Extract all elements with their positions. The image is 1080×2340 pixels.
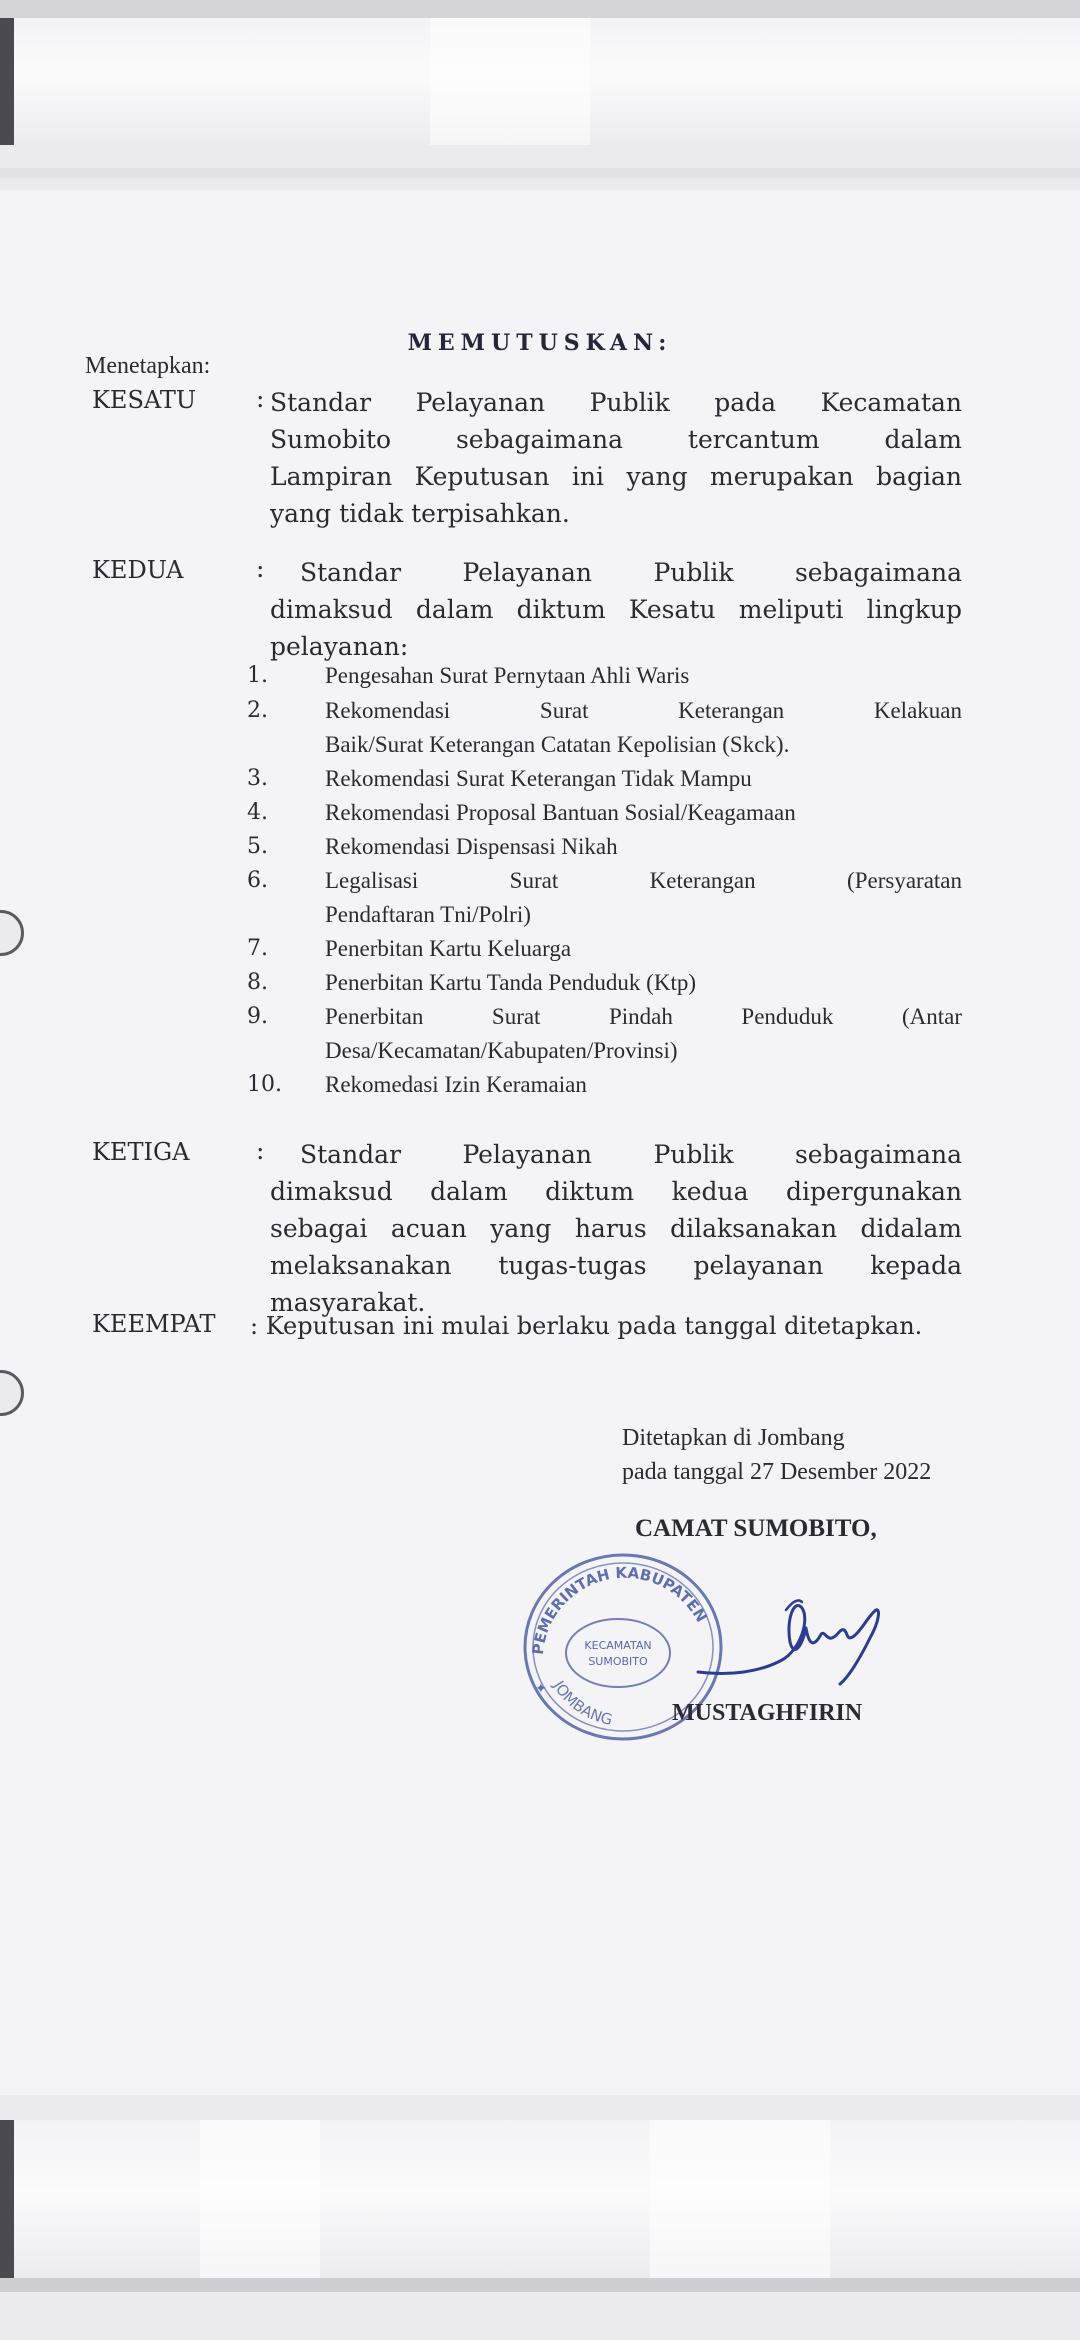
stamp-inner-line1: KECAMATAN [584,1639,652,1652]
signature-place: Ditetapkan di Jombang [622,1425,845,1451]
punch-hole [0,1370,24,1416]
stamp-outer-text: PEMERINTAH KABUPATEN [528,1563,711,1656]
ketiga-colon: : [256,1136,265,1165]
next-page-fold [0,2120,1080,2292]
page-sheen [430,18,590,145]
ketiga-first-line: Standar Pelayanan Publik sebagaimana [300,1140,962,1169]
kedua-intro-line: Standar Pelayanan Publik sebagaimana [300,558,962,587]
kedua-label: KEDUA [92,556,184,584]
stamp-inner-line2: SUMOBITO [588,1655,648,1668]
stamp-bottom-text: JOMBANG [549,1677,615,1729]
document-title: MEMUTUSKAN: [407,330,673,356]
svg-text:✦: ✦ [535,1681,547,1697]
ketiga-label: KETIGA [92,1138,190,1166]
page-edge [0,18,14,145]
previous-page-fold [0,0,1080,145]
keempat-text: : Keputusan ini mulai berlaku pada tanggal ditetapkan. [250,1312,923,1340]
kedua-colon: : [256,554,265,583]
page-gap-divider [0,168,1080,178]
document-page: MEMUTUSKAN: Menetapkan: KESATU : Standar Pelayanan Publik pada Kecamatan Sumobito sebagaimana tercantum dalam Lampiran Keputusan ini yang merupakan bagian yang tidak terpisahkan. KEDUA : Standar Pelayanan Publik sebagaimana dimaksud dalam diktum Kesatu meliputi lingkup pelayanan: 1. Pengesahan Surat Pernytaan Ahli Waris 2. Rekomendasi Surat Keterangan Kelakuan Baik/Surat Keterangan Catatan Kepolisian (Skck). 3. Rekomendasi Surat Keterangan Tidak Mampu 4. Rekomendasi Proposal Bantuan Sosial/Keagamaan 5. Rekomendasi Dispensasi Nikah 6. Legalisasi Surat Keterangan (Persyaratan Pendaftaran Tni/Polri) 7. Penerbitan Kartu Keluarga 8. Penerbitan Kartu Tanda Penduduk (Ktp) 9. Penerbitan Surat Pindah Penduduk (Antar Desa/Kecamatan/Kabupaten/Provinsi) 10. Rekomedasi Izin Keramaian KETIGA : Standar Pelayanan Publik sebagaimana dimaksud dalam diktum kedua dipergunakan sebagai acuan yang harus dilaksanakan didalam melaksanakan tugas-tugas pelayanan kepada masyarakat. KEEMPAT : Keputusan ini mulai berlaku pada tanggal ditetapkan. Ditetapkan di Jombang pada tanggal 27 Desember 2022 PEMERINTAH KABUPATEN KECAMATAN SUMOBITO JOMBANG ✦ CAMAT SUMOBITO, MUSTAGHFIRIN [0,190,1080,2095]
punch-hole [0,910,24,956]
signature-position: CAMAT SUMOBITO, [635,1515,877,1542]
page-sheen [650,2120,830,2278]
kesatu-label: KESATU [92,386,197,414]
page-edge [0,2120,14,2278]
ketiga-text: dimaksud dalam diktum kedua dipergunakan sebagai acuan yang harus dilaksanakan didalam melaksanakan tugas-tugas pelayanan kepada masyarakat. [270,1177,962,1317]
signature-date: pada tanggal 27 Desember 2022 [622,1459,932,1485]
signatory-name: MUSTAGHFIRIN [672,1700,863,1726]
menetapkan-label: Menetapkan: [85,353,211,379]
keempat-label: KEEMPAT [92,1310,216,1338]
page-sheen [200,2120,320,2278]
kesatu-text: Standar Pelayanan Publik pada Kecamatan Sumobito sebagaimana tercantum dalam Lampiran Keputusan ini yang merupakan bagian yang tidak terpisahkan. [270,388,962,528]
signature-scribble [690,1580,890,1690]
kedua-intro-text: dimaksud dalam diktum Kesatu meliputi lingkup pelayanan: [270,595,962,661]
kesatu-colon: : [256,384,265,413]
